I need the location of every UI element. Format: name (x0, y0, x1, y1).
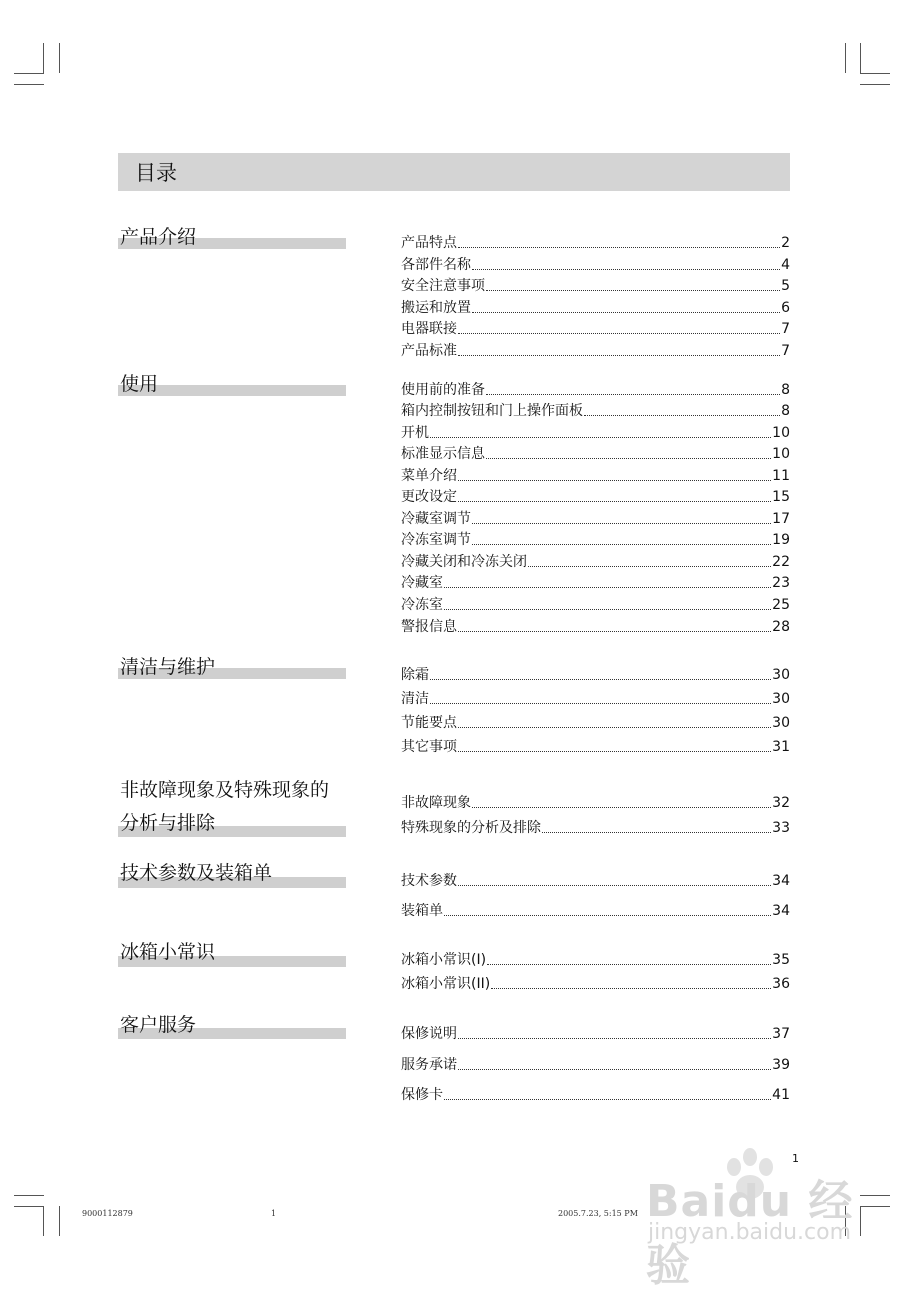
toc-leader (458, 726, 771, 728)
toc-page: 30 (772, 691, 790, 707)
toc-page: 10 (772, 446, 790, 462)
section-title-troubleshoot-line2: 分析与排除 (120, 812, 216, 834)
toc-entry[interactable] (401, 572, 790, 592)
toc-entry[interactable] (401, 465, 790, 485)
toc-leader (487, 963, 771, 965)
toc-leader (542, 831, 771, 833)
crop-mark (860, 1195, 890, 1196)
section-title-specs: 技术参数及装箱单 (120, 862, 273, 884)
toc-page: 32 (772, 795, 790, 811)
toc-leader (584, 414, 780, 416)
toc-page: 11 (772, 468, 790, 484)
toc-label: 服务承诺 (401, 1057, 457, 1073)
toc-entry[interactable] (401, 232, 790, 252)
toc-label: 警报信息 (401, 619, 457, 635)
toc-page: 2 (781, 235, 790, 251)
toc-label: 清洁 (401, 691, 429, 707)
toc-leader (528, 565, 771, 567)
toc-label: 保修说明 (401, 1026, 457, 1042)
toc-page: 30 (772, 667, 790, 683)
title-bar (118, 153, 790, 191)
section-title-tips: 冰箱小常识 (120, 941, 216, 963)
toc-page: 19 (772, 532, 790, 548)
toc-page: 25 (772, 597, 790, 613)
toc-entry[interactable] (401, 275, 790, 295)
toc-entry[interactable] (401, 422, 790, 442)
toc-entry[interactable] (401, 379, 790, 399)
crop-mark (860, 1206, 890, 1207)
section-title-troubleshoot-line1: 非故障现象及特殊现象的 (120, 779, 330, 801)
toc-page: 33 (772, 820, 790, 836)
crop-mark (43, 43, 44, 73)
toc-entry[interactable] (401, 297, 790, 317)
toc-entry[interactable] (401, 664, 790, 684)
toc-page: 15 (772, 489, 790, 505)
toc-entry[interactable] (401, 594, 790, 614)
toc-leader (458, 630, 771, 632)
toc-label: 搬运和放置 (401, 300, 471, 316)
toc-label: 各部件名称 (401, 257, 471, 273)
toc-entry[interactable] (401, 817, 790, 837)
toc-label: 菜单介绍 (401, 468, 457, 484)
toc-entry[interactable] (401, 254, 790, 274)
watermark (646, 1145, 856, 1291)
section-title-usage: 使用 (120, 373, 159, 395)
toc-leader (458, 884, 771, 886)
toc-page: 36 (772, 976, 790, 992)
toc-entry[interactable] (401, 973, 790, 993)
toc-leader (458, 1068, 771, 1070)
page-title: 目录 (135, 161, 177, 185)
toc-label: 更改设定 (401, 489, 457, 505)
toc-leader (458, 1037, 771, 1039)
toc-entry[interactable] (401, 688, 790, 708)
crop-mark (59, 43, 60, 73)
toc-leader (491, 987, 771, 989)
toc-entry[interactable] (401, 712, 790, 732)
crop-mark (14, 73, 44, 74)
toc-leader (444, 914, 771, 916)
toc-label: 除霜 (401, 667, 429, 683)
toc-leader (472, 543, 771, 545)
crop-mark (14, 1206, 44, 1207)
toc-leader (458, 246, 780, 248)
toc-page: 39 (772, 1057, 790, 1073)
toc-label: 冷藏室 (401, 575, 443, 591)
toc-page: 22 (772, 554, 790, 570)
toc-label: 冷藏关闭和冷冻关闭 (401, 554, 527, 570)
footer-timestamp: 2005.7.23, 5:15 PM (558, 1209, 638, 1218)
toc-leader (486, 289, 780, 291)
toc-entry[interactable] (401, 551, 790, 571)
toc-leader (444, 1098, 771, 1100)
toc-leader (458, 750, 771, 752)
toc-page: 34 (772, 873, 790, 889)
footer-doc-id: 9000112879 (82, 1209, 133, 1218)
toc-page: 41 (772, 1087, 790, 1103)
crop-mark (14, 1195, 44, 1196)
toc-entry[interactable] (401, 870, 790, 890)
toc-label: 安全注意事项 (401, 278, 485, 294)
section-title-product-intro: 产品介绍 (120, 226, 197, 248)
toc-label: 冰箱小常识(I) (401, 952, 487, 968)
page-number: 1 (792, 1152, 799, 1165)
toc-entry[interactable] (401, 900, 790, 920)
toc-page: 17 (772, 511, 790, 527)
toc-label: 产品特点 (401, 235, 457, 251)
toc-entry[interactable] (401, 508, 790, 528)
toc-leader (472, 806, 771, 808)
toc-page: 23 (772, 575, 790, 591)
toc-leader (486, 457, 771, 459)
toc-page: 7 (781, 321, 790, 337)
toc-page: 6 (781, 300, 790, 316)
toc-label: 产品标准 (401, 343, 457, 359)
toc-leader (458, 500, 771, 502)
watermark-brand: Baidu 经验 (646, 1176, 854, 1291)
toc-entry[interactable] (401, 1084, 790, 1104)
toc-leader (458, 354, 780, 356)
toc-label: 冷冻室 (401, 597, 443, 613)
toc-leader (430, 702, 771, 704)
crop-mark (14, 84, 44, 85)
toc-page: 34 (772, 903, 790, 919)
footer-sheet: 1 (271, 1209, 277, 1218)
toc-page: 4 (781, 257, 790, 273)
toc-leader (430, 436, 771, 438)
toc-label: 非故障现象 (401, 795, 471, 811)
toc-entry[interactable] (401, 529, 790, 549)
toc-entry[interactable] (401, 792, 790, 812)
toc-label: 节能要点 (401, 715, 457, 731)
crop-mark (59, 1206, 60, 1236)
toc-page: 31 (772, 739, 790, 755)
toc-page: 30 (772, 715, 790, 731)
toc-leader (430, 678, 771, 680)
toc-entry[interactable] (401, 1023, 790, 1043)
toc-label: 电器联接 (401, 321, 457, 337)
toc-entry[interactable] (401, 736, 790, 756)
toc-entry[interactable] (401, 318, 790, 338)
toc-leader (472, 522, 771, 524)
watermark-url: jingyan.baidu.com (648, 1220, 852, 1245)
toc-label: 保修卡 (401, 1087, 443, 1103)
toc-page: 35 (772, 952, 790, 968)
toc-leader (458, 332, 780, 334)
toc-label: 冰箱小常识(II) (401, 976, 491, 992)
toc-entry[interactable] (401, 443, 790, 463)
toc-page: 8 (781, 382, 790, 398)
toc-label: 标准显示信息 (401, 446, 485, 462)
toc-entry[interactable] (401, 1054, 790, 1074)
toc-leader (486, 393, 780, 395)
section-title-service: 客户服务 (120, 1014, 197, 1036)
toc-label: 特殊现象的分析及排除 (401, 820, 541, 836)
toc-entry[interactable] (401, 616, 790, 636)
toc-entry[interactable] (401, 340, 790, 360)
crop-mark (860, 84, 890, 85)
toc-label: 其它事项 (401, 739, 457, 755)
toc-label: 技术参数 (401, 873, 457, 889)
toc-label: 装箱单 (401, 903, 443, 919)
crop-mark (860, 1206, 861, 1236)
crop-mark (860, 73, 890, 74)
toc-label: 冷冻室调节 (401, 532, 471, 548)
crop-mark (43, 1206, 44, 1236)
toc-label: 使用前的准备 (401, 382, 485, 398)
toc-label: 箱内控制按钮和门上操作面板 (401, 403, 583, 419)
toc-leader (472, 311, 780, 313)
section-title-cleaning: 清洁与维护 (120, 656, 216, 678)
toc-label: 开机 (401, 425, 429, 441)
toc-entry[interactable] (401, 949, 790, 969)
crop-mark (845, 43, 846, 73)
toc-page: 28 (772, 619, 790, 635)
toc-entry[interactable] (401, 400, 790, 420)
toc-label: 冷藏室调节 (401, 511, 471, 527)
toc-page: 5 (781, 278, 790, 294)
toc-leader (472, 268, 780, 270)
toc-leader (444, 586, 771, 588)
toc-entry[interactable] (401, 486, 790, 506)
crop-mark (860, 43, 861, 73)
toc-page: 7 (781, 343, 790, 359)
toc-page: 10 (772, 425, 790, 441)
toc-page: 8 (781, 403, 790, 419)
toc-page: 37 (772, 1026, 790, 1042)
toc-leader (444, 608, 771, 610)
toc-leader (458, 479, 771, 481)
